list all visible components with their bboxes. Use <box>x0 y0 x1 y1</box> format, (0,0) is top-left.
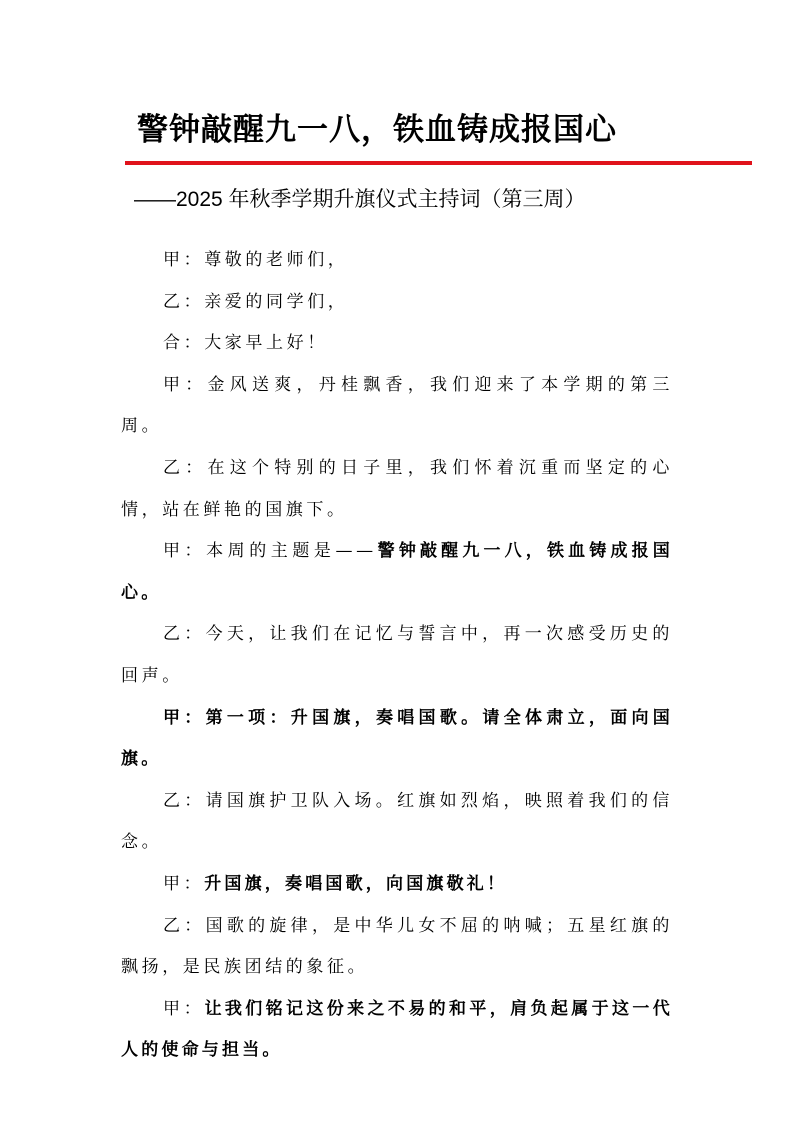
speaker-label: 乙： <box>163 915 206 936</box>
paragraph-bold-text: 让我们铭记这份来之不易的和平，肩负起属于这一代人的使命与担当。 <box>121 998 673 1061</box>
paragraph-text: 请国旗护卫队入场。红旗如烈焰，映照着我们的信念。 <box>121 790 673 853</box>
speaker-label: 甲： <box>163 541 207 562</box>
paragraph-3 <box>121 323 673 365</box>
paragraph-text: 金风送爽，丹桂飘香，我们迎来了本学期的第三周。 <box>121 374 673 437</box>
paragraph-6 <box>121 531 673 614</box>
paragraph-text: 今天，让我们在记忆与誓言中，再一次感受历史的回声。 <box>121 624 673 686</box>
speaker-label: 乙： <box>163 457 208 478</box>
paragraph-12 <box>121 989 673 1072</box>
document-subtitle: ——2025 年秋季学期升旗仪式主持词（第三周） <box>134 188 586 211</box>
paragraph-4 <box>121 365 673 448</box>
paragraph-text: 在这个特别的日子里，我们怀着沉重而坚定的心情，站在鲜艳的国旗下。 <box>121 457 673 520</box>
paragraph-8 <box>121 698 673 781</box>
paragraph-7 <box>121 614 673 697</box>
document-title: 警钟敲醒九一八，铁血铸成报国心 <box>137 112 617 148</box>
speaker-label: 乙： <box>163 291 205 312</box>
speaker-label: 甲： <box>163 873 205 894</box>
paragraph-text: 大家早上好！ <box>204 333 328 354</box>
paragraph-text: 尊敬的老师们， <box>204 250 349 270</box>
paragraph-2 <box>121 282 673 324</box>
paragraph-text: 本周的主题是—— <box>206 541 377 562</box>
speaker-label: 甲： <box>163 998 205 1019</box>
paragraph-text: 国歌的旋律，是中华儿女不屈的呐喊；五星红旗的飘扬，是民族团结的象征。 <box>121 915 673 978</box>
speaker-label: 乙： <box>163 624 206 645</box>
paragraph-5 <box>121 448 673 531</box>
speaker-label: 乙： <box>163 790 206 811</box>
speaker-label: 甲： <box>163 707 206 728</box>
paragraph-11 <box>121 906 673 989</box>
paragraph-9 <box>121 781 673 864</box>
speaker-label: 甲： <box>163 374 208 395</box>
speaker-label: 合： <box>163 333 205 354</box>
speaker-label: 甲： <box>163 250 205 270</box>
paragraph-text: 亲爱的同学们， <box>204 291 349 312</box>
paragraph-bold-theme: 警钟敲醒九一八，铁血铸成报国心。 <box>121 541 673 603</box>
paragraph-1 <box>121 240 673 282</box>
paragraph-bold-text: 第一项：升国旗，奏唱国歌。请全体肃立，面向国旗。 <box>121 707 673 770</box>
paragraph-bold-text: 升国旗，奏唱国歌，向国旗敬礼！ <box>204 873 508 894</box>
paragraph-10 <box>121 864 673 906</box>
title-divider-rule <box>125 161 752 165</box>
document-body <box>121 240 673 1072</box>
